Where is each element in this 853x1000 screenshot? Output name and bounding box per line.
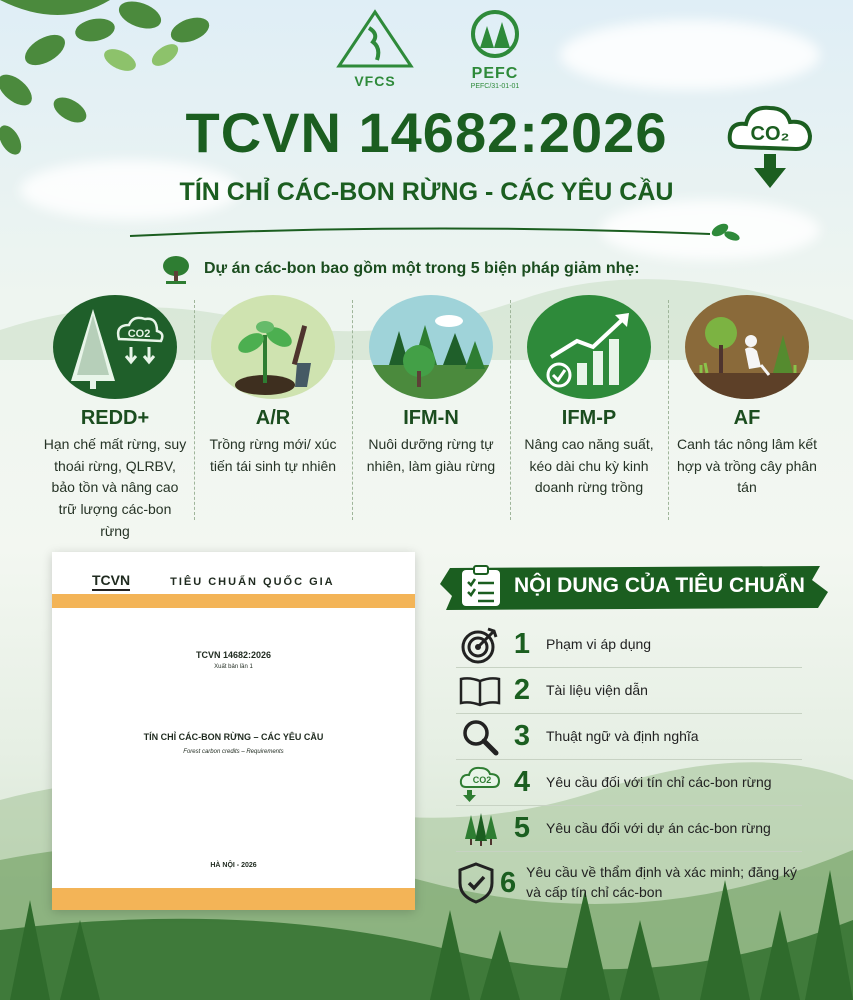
tree-icon	[160, 253, 192, 285]
measure-desc: Hạn chế mất rừng, suy thoái rừng, QLRBV, bảo tồn và nâng cao trữ lượng các-bon rừng	[43, 436, 187, 539]
item-text: Yêu cầu về thẩm định và xác minh; đăng ký và cấp tín chỉ các-bon	[526, 864, 797, 900]
cover-title: TÍN CHỈ CÁC-BON RỪNG – CÁC YÊU CẦU	[143, 732, 324, 742]
magnifier-icon	[456, 717, 504, 757]
item-number: 2	[513, 674, 531, 706]
measure-desc: Canh tác nông lâm kết hợp và trồng cây phân tán	[676, 436, 818, 496]
cover-tcvn-mark: TCVN	[92, 572, 130, 591]
measure-code: A/R	[255, 407, 291, 429]
growth-chart-icon	[527, 295, 651, 399]
measure-redd	[36, 295, 194, 539]
item-number: 5	[513, 812, 531, 844]
item-text: Tài liệu viện dẫn	[546, 681, 648, 698]
item-number: 1	[513, 628, 531, 660]
cover-header	[92, 572, 375, 591]
seedling-shovel-icon	[211, 295, 335, 399]
measure-desc: Trồng rừng mới/ xúc tiến tái sinh tự nhiên	[209, 436, 337, 474]
measure-ar	[194, 295, 352, 535]
cover-top-band	[52, 594, 415, 608]
item-text: Thuật ngữ và định nghĩa	[546, 727, 699, 744]
decorative-divider	[120, 222, 740, 242]
list-item	[456, 668, 802, 714]
target-icon	[456, 625, 504, 665]
item-number: 3	[513, 720, 531, 752]
svg-text:CO2: CO2	[472, 774, 492, 785]
measure-code: REDD+	[80, 407, 150, 429]
measures-intro-text: Dự án các-bon bao gồm một trong 5 biện pháp giảm nhẹ:	[204, 260, 640, 277]
pefc-code: PEFC/31-01-01	[470, 83, 520, 90]
co2-label: CO₂	[750, 123, 790, 145]
cover-number: TCVN 14682:2026	[195, 650, 272, 660]
contents-heading-text: NỘI DUNG CỦA TIÊU CHUẨN	[514, 574, 805, 597]
measure-ifm-n	[352, 295, 510, 535]
vfcs-label: VFCS	[354, 73, 396, 89]
cover-edition: Xuất bản lần 1	[214, 664, 253, 670]
list-item	[456, 806, 802, 852]
standard-cover	[52, 552, 415, 910]
pefc-logo	[440, 8, 550, 90]
measure-code: IFM-P	[561, 407, 617, 429]
trees-icon	[456, 809, 504, 849]
list-item	[456, 714, 802, 760]
cover-national-label: TIÊU CHUẨN QUỐC GIA	[170, 575, 335, 588]
book-icon	[456, 671, 504, 711]
measures-row	[36, 295, 826, 539]
measures-intro	[160, 252, 640, 286]
measure-code: AF	[733, 407, 761, 429]
vfcs-icon	[335, 8, 415, 68]
item-number: 6	[500, 866, 517, 899]
farmer-trees-icon	[685, 295, 809, 399]
list-item	[456, 852, 802, 914]
pefc-icon	[460, 8, 530, 60]
item-text: Yêu cầu đối với dự án các-bon rừng	[546, 819, 771, 836]
measure-ifm-p	[510, 295, 668, 535]
shield-check-icon	[456, 863, 496, 903]
natural-forest-icon	[369, 295, 493, 399]
contents-list	[456, 622, 802, 914]
page-subtitle: TÍN CHỈ CÁC-BON RỪNG - CÁC YÊU CẦU	[179, 178, 674, 206]
list-item	[456, 760, 802, 806]
measure-desc: Nuôi dưỡng rừng tự nhiên, làm giàu rừng	[366, 436, 496, 474]
pefc-label: PEFC	[471, 65, 519, 82]
item-text: Yêu cầu đối với tín chỉ các-bon rừng	[546, 773, 772, 790]
item-text: Phạm vi áp dụng	[546, 635, 652, 652]
measure-desc: Nâng cao năng suất, kéo dài chu kỳ kinh doanh rừng trồng	[524, 436, 654, 496]
list-item	[456, 622, 802, 668]
vfcs-logo	[330, 8, 420, 89]
pine-co2-icon	[53, 295, 177, 399]
co2-down-icon	[720, 92, 820, 192]
cover-english-title: Forest carbon credits – Requirements	[183, 749, 284, 755]
svg-text:CO2: CO2	[127, 328, 151, 340]
cover-bottom-band	[52, 888, 415, 910]
co2-cloud-icon	[456, 763, 504, 803]
measure-af	[668, 295, 826, 535]
item-number: 4	[513, 766, 531, 798]
cover-place-year: HÀ NỘI - 2026	[210, 862, 257, 869]
logo-area	[300, 8, 560, 93]
contents-heading	[440, 562, 828, 612]
page-title: TCVN 14682:2026	[185, 101, 668, 164]
measure-code: IFM-N	[403, 407, 459, 429]
